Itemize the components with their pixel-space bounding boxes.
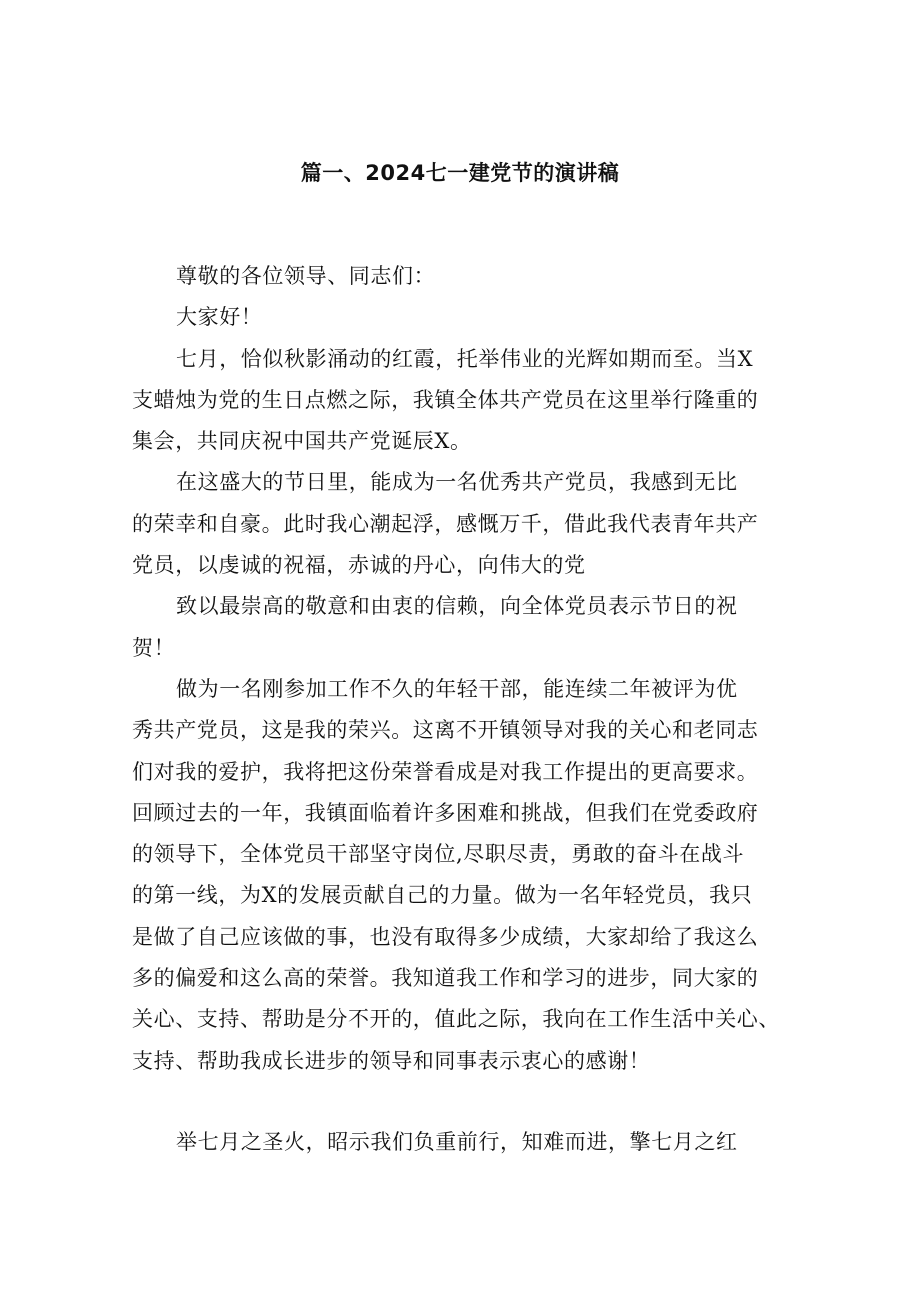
- paragraph-line: 回顾过去的一年，我镇面临着许多困难和挑战，但我们在党委政府: [132, 800, 759, 825]
- paragraph-line: 党员，以虔诚的祝福，赤诚的丹心，向伟大的党: [132, 553, 586, 578]
- paragraph-line: 秀共产党员，这是我的荣兴。这离不开镇领导对我的关心和老同志: [132, 718, 759, 743]
- salutation-line: 尊敬的各位领导、同志们：: [176, 264, 436, 288]
- paragraph-line: 做为一名刚参加工作不久的年轻干部，能连续二年被评为优: [176, 676, 738, 701]
- paragraph-line: 在这盛大的节日里，能成为一名优秀共产党员，我感到无比: [176, 470, 738, 495]
- document-title: 篇一、2024七一建党节的演讲稿: [300, 161, 620, 185]
- paragraph-line: 们对我的爱护，我将把这份荣誉看成是对我工作提出的更高要求。: [132, 759, 759, 784]
- paragraph-line: 致以最崇高的敬意和由衷的信赖，向全体党员表示节日的祝: [176, 594, 738, 619]
- paragraph-line: 支蜡烛为党的生日点燃之际，我镇全体共产党员在这里举行隆重的: [132, 387, 759, 412]
- paragraph-line: 支持、帮助我成长进步的领导和同事表示衷心的感谢！: [132, 1048, 651, 1073]
- paragraph-line: 的第一线，为X的发展贡献自己的力量。做为一名年轻党员，我只: [132, 883, 753, 908]
- paragraph-line: 举七月之圣火，昭示我们负重前行，知难而进，擎七月之红: [176, 1129, 738, 1154]
- paragraph-line: 集会，共同庆祝中国共产党诞辰X。: [132, 429, 472, 454]
- document-body: [132, 256, 802, 1163]
- paragraph-line: 是做了自己应该做的事，也没有取得多少成绩，大家却给了我这么: [132, 924, 759, 949]
- paragraph-line: 贺！: [132, 635, 176, 660]
- paragraph-line: 的领导下，全体党员干部坚守岗位,尽职尽责，勇敢的奋斗在战斗: [132, 842, 745, 867]
- paragraph-line: 多的偏爱和这么高的荣誉。我知道我工作和学习的进步，同大家的: [132, 966, 759, 991]
- paragraph-line: 关心、支持、帮助是分不开的，值此之际，我向在工作生活中关心、: [132, 1007, 780, 1032]
- paragraph-gap: [132, 1082, 802, 1122]
- paragraph-line: 七月，恰似秋影涌动的红霞，托举伟业的光辉如期而至。当X: [176, 346, 754, 371]
- greeting-line: 大家好！: [176, 305, 263, 330]
- paragraph-line: 的荣幸和自豪。此时我心潮起浮，感慨万千，借此我代表青年共产: [132, 511, 759, 536]
